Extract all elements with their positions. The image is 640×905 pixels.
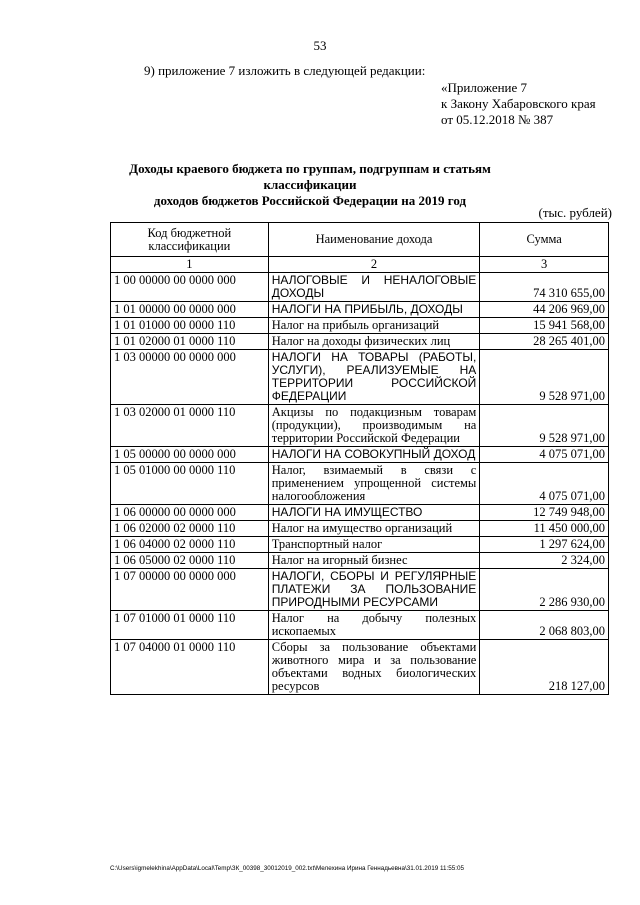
column-number: 2 <box>268 257 480 273</box>
row-name: НАЛОГИ НА ИМУЩЕСТВО <box>268 505 480 521</box>
row-code: 1 07 01000 01 0000 110 <box>111 611 269 640</box>
row-amount: 11 450 000,00 <box>480 521 609 537</box>
header-code: Код бюджетной классификации <box>111 223 269 257</box>
appendix-line-2: к Закону Хабаровского края <box>441 96 596 111</box>
row-code: 1 07 00000 00 0000 000 <box>111 569 269 611</box>
row-amount: 74 310 655,00 <box>480 273 609 302</box>
units-note: (тыс. рублей) <box>538 205 612 220</box>
row-code: 1 07 04000 01 0000 110 <box>111 640 269 695</box>
title-line-2: доходов бюджетов Российской Федерации на 2019 год <box>153 193 467 208</box>
table-row <box>111 447 609 463</box>
title-line-1: Доходы краевого бюджета по группам, подгруппам и статьям классификации <box>129 161 491 192</box>
row-name: НАЛОГИ НА СОВОКУПНЫЙ ДОХОД <box>268 447 480 463</box>
row-amount: 44 206 969,00 <box>480 302 609 318</box>
row-code: 1 06 00000 00 0000 000 <box>111 505 269 521</box>
row-amount: 28 265 401,00 <box>480 334 609 350</box>
row-code: 1 05 00000 00 0000 000 <box>111 447 269 463</box>
row-name: Акцизы по подакцизным товарам (продукции), производимым на территории Российской Федерации <box>268 405 480 447</box>
row-amount: 9 528 971,00 <box>480 405 609 447</box>
row-amount: 2 286 930,00 <box>480 569 609 611</box>
row-name: НАЛОГИ НА ПРИБЫЛЬ, ДОХОДЫ <box>268 302 480 318</box>
table-row <box>111 350 609 405</box>
table-row <box>111 505 609 521</box>
row-amount: 218 127,00 <box>480 640 609 695</box>
column-number: 3 <box>480 257 609 273</box>
row-name: НАЛОГИ, СБОРЫ И РЕГУЛЯРНЫЕ ПЛАТЕЖИ ЗА ПОЛЬЗОВАНИЕ ПРИРОДНЫМИ РЕСУРСАМИ <box>268 569 480 611</box>
table-row <box>111 334 609 350</box>
table-row <box>111 302 609 318</box>
row-code: 1 00 00000 00 0000 000 <box>111 273 269 302</box>
row-name: Налог на добычу полезных ископаемых <box>268 611 480 640</box>
table-row <box>111 611 609 640</box>
row-name: Налог, взимаемый в связи с применением упрощенной системы налогообложения <box>268 463 480 505</box>
document-title <box>100 161 520 209</box>
table-row <box>111 569 609 611</box>
row-name: Транспортный налог <box>268 537 480 553</box>
row-amount: 15 941 568,00 <box>480 318 609 334</box>
row-name: Налог на игорный бизнес <box>268 553 480 569</box>
row-name: Налог на доходы физических лиц <box>268 334 480 350</box>
row-name: НАЛОГИ НА ТОВАРЫ (РАБОТЫ, УСЛУГИ), РЕАЛИЗУЕМЫЕ НА ТЕРРИТОРИИ РОССИЙСКОЙ ФЕДЕРАЦИИ <box>268 350 480 405</box>
row-name: Налог на прибыль организаций <box>268 318 480 334</box>
row-name: НАЛОГОВЫЕ И НЕНАЛОГОВЫЕ ДОХОДЫ <box>268 273 480 302</box>
row-code: 1 06 05000 02 0000 110 <box>111 553 269 569</box>
row-name: Налог на имущество организаций <box>268 521 480 537</box>
row-amount: 4 075 071,00 <box>480 463 609 505</box>
row-code: 1 03 02000 01 0000 110 <box>111 405 269 447</box>
file-path-footer: C:\Users\igmelekhina\AppData\Local\Temp\ЗК_00398_30012019_002.txt\Мелехина Ирина Геннадьевна\31.01.2019 11:55:05 <box>110 865 465 872</box>
appendix-line-1: «Приложение 7 <box>441 80 528 95</box>
table-row <box>111 537 609 553</box>
column-number: 1 <box>111 257 269 273</box>
table-row <box>111 521 609 537</box>
table-row <box>111 273 609 302</box>
amendment-instruction: 9) приложение 7 изложить в следующей редакции: <box>144 63 426 78</box>
row-code: 1 01 01000 00 0000 110 <box>111 318 269 334</box>
table-row <box>111 553 609 569</box>
row-amount: 4 075 071,00 <box>480 447 609 463</box>
row-code: 1 05 01000 00 0000 110 <box>111 463 269 505</box>
appendix-reference <box>441 80 596 128</box>
table-row <box>111 640 609 695</box>
column-number-row <box>111 257 609 273</box>
income-table <box>110 222 609 695</box>
header-amount: Сумма <box>480 223 609 257</box>
row-code: 1 01 02000 01 0000 110 <box>111 334 269 350</box>
header-name: Наименование дохода <box>268 223 480 257</box>
appendix-line-3: от 05.12.2018 № 387 <box>441 112 554 127</box>
row-amount: 9 528 971,00 <box>480 350 609 405</box>
table-row <box>111 318 609 334</box>
row-name: Сборы за пользование объектами животного мира и за пользование объектами водных биологических ресурсов <box>268 640 480 695</box>
row-amount: 2 324,00 <box>480 553 609 569</box>
row-code: 1 03 00000 00 0000 000 <box>111 350 269 405</box>
page-number: 53 <box>313 38 327 53</box>
table-row <box>111 463 609 505</box>
row-code: 1 01 00000 00 0000 000 <box>111 302 269 318</box>
row-amount: 2 068 803,00 <box>480 611 609 640</box>
table-header-row <box>111 223 609 257</box>
row-amount: 12 749 948,00 <box>480 505 609 521</box>
row-code: 1 06 02000 02 0000 110 <box>111 521 269 537</box>
row-amount: 1 297 624,00 <box>480 537 609 553</box>
table-row <box>111 405 609 447</box>
row-code: 1 06 04000 02 0000 110 <box>111 537 269 553</box>
